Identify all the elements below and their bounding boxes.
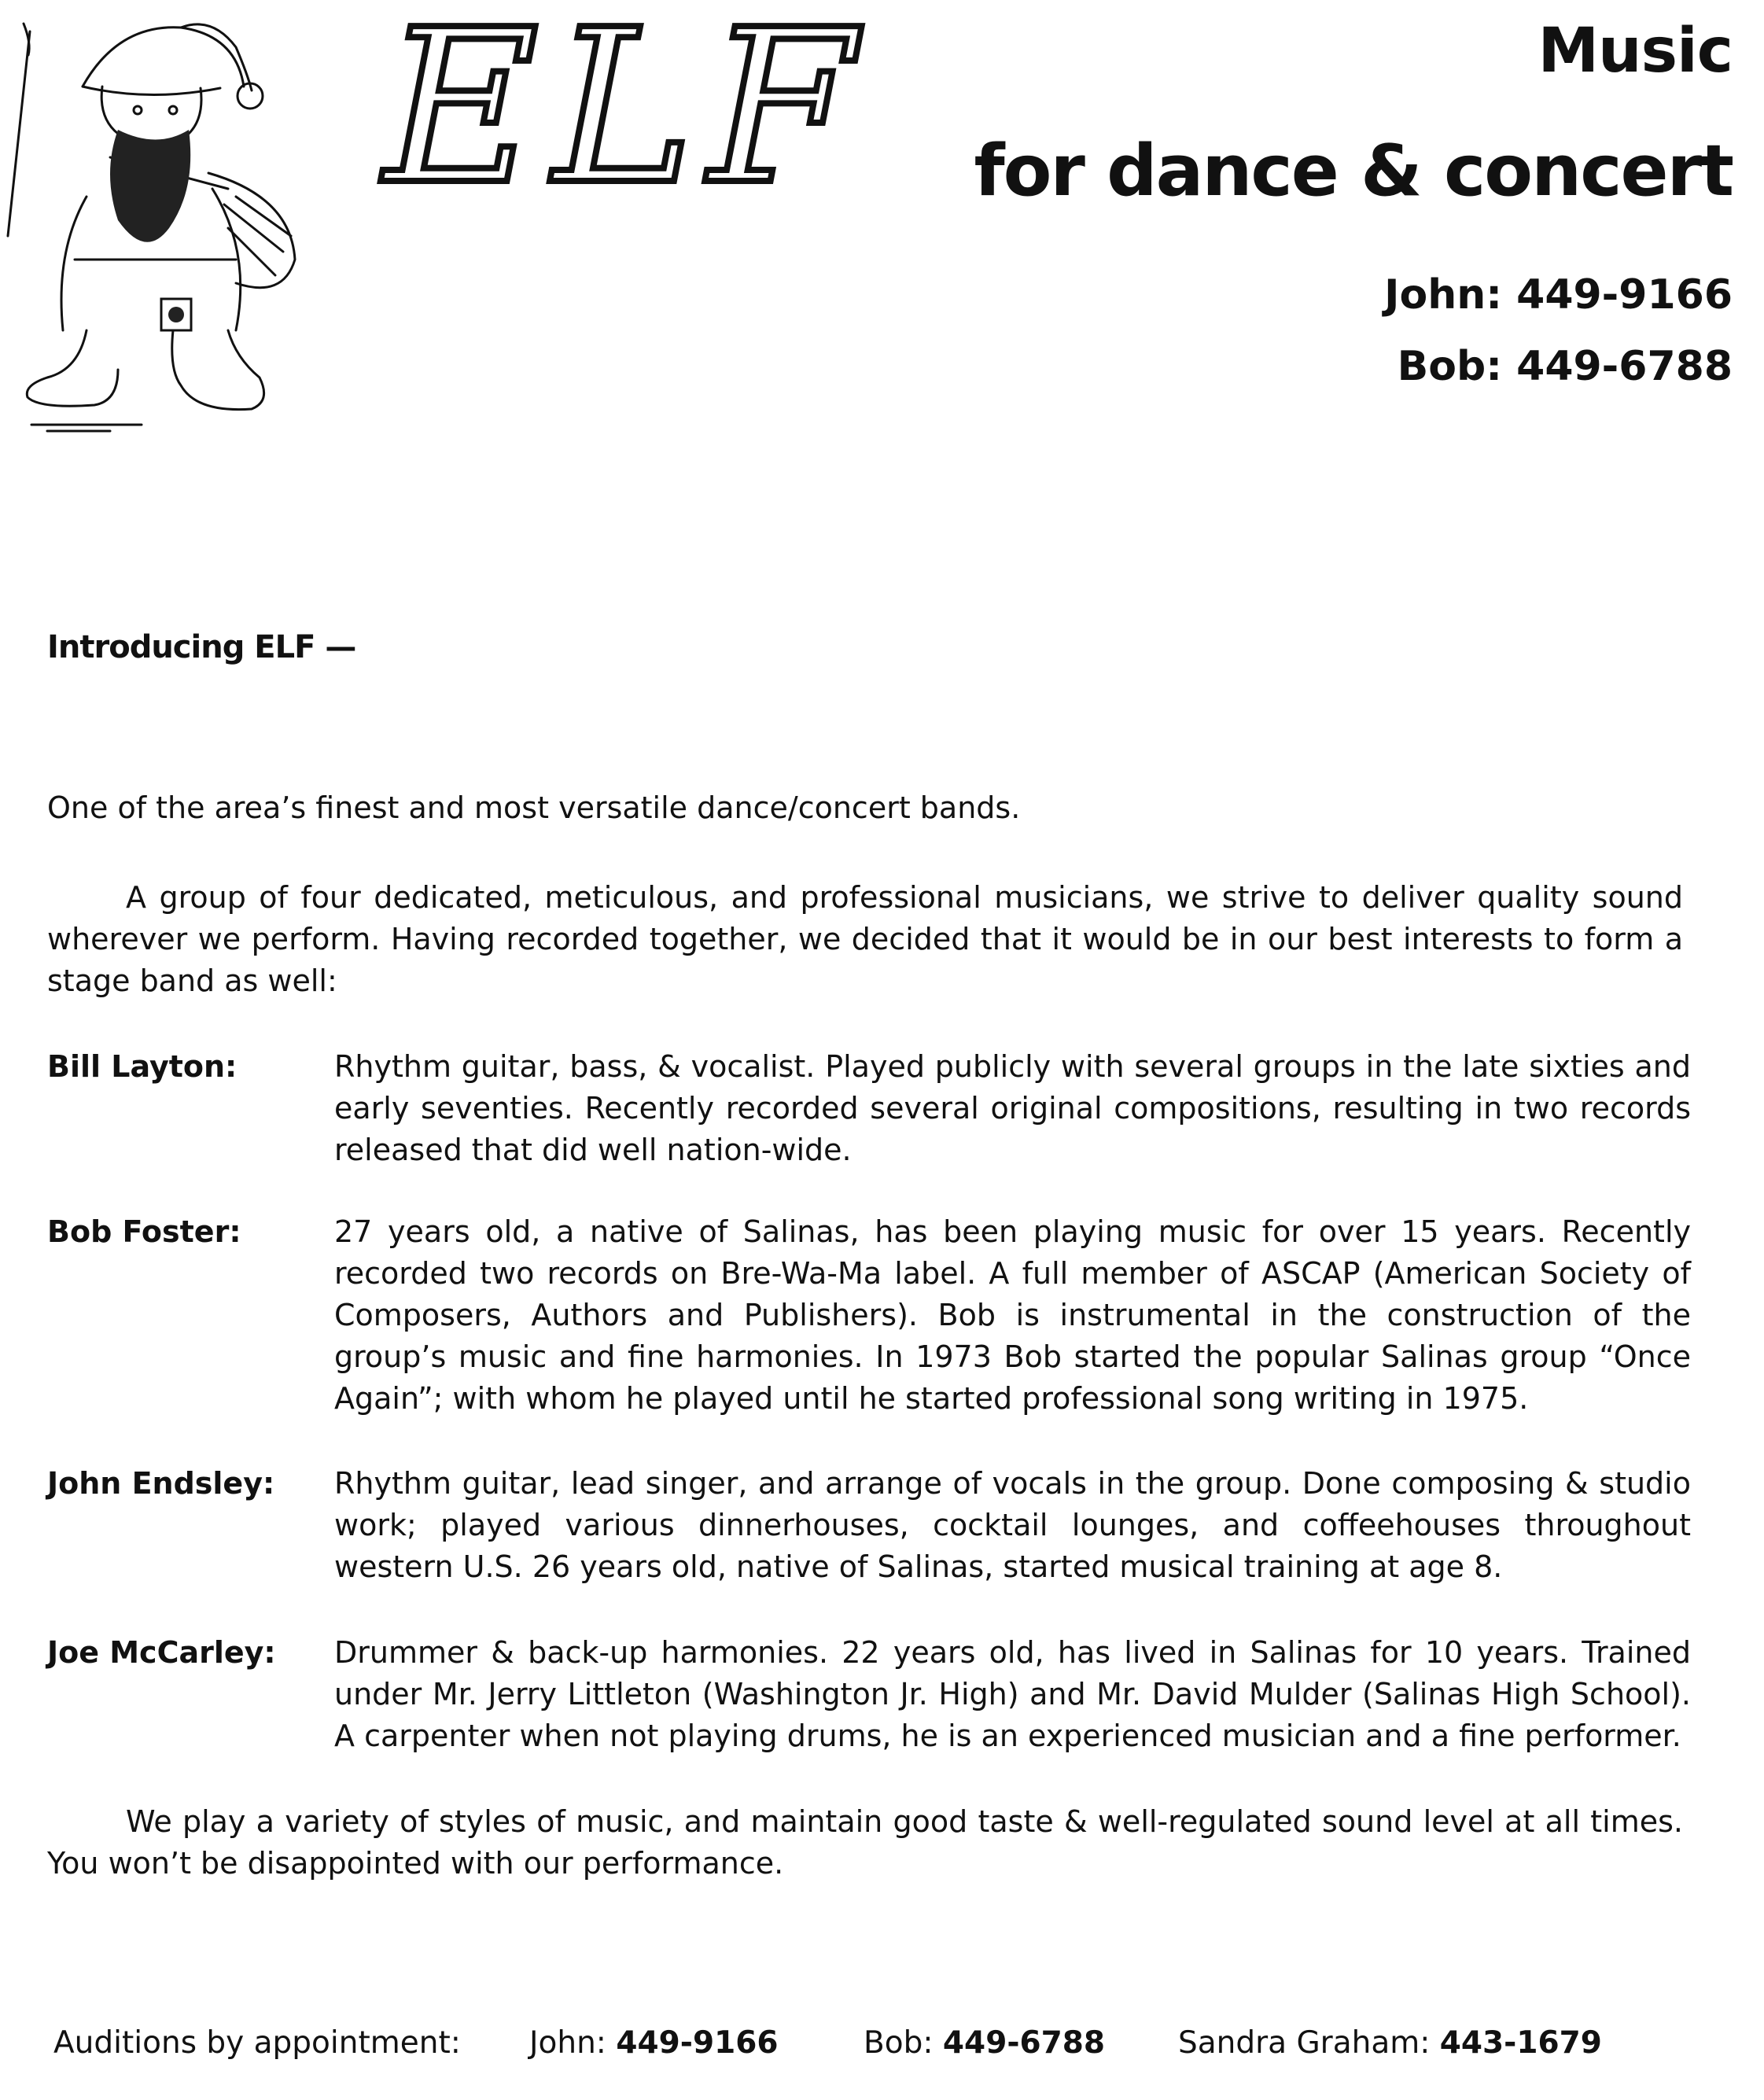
intro-paragraph: A group of four dedicated, meticulous, and professional musicians, we strive to deliver quality sound wherever we perform. Having recorded together, we decided that it would be in our best interests to form a stage band as well: [47, 880, 1683, 998]
member-name: Bill Layton: [47, 1049, 238, 1084]
member-name: John Endsley: [47, 1466, 275, 1501]
member-bio: Drummer & back-up harmonies. 22 years old, has lived in Salinas for 10 years. Trained under Mr. Jerry Littleton (Washington Jr. High) and Mr. David Mulder (Salinas High School). A carpenter when not playing drums, he is an experienced musician and a fine performer. [334, 1635, 1691, 1753]
footer-contact-john [529, 2025, 778, 2061]
member-name: Bob Foster: [47, 1214, 241, 1249]
footer-contact-sandra [1178, 2025, 1602, 2061]
intro-heading: Introducing ELF — [47, 629, 356, 665]
elf-logo [377, 0, 870, 231]
contact-number: 443-1679 [1439, 2025, 1602, 2061]
contact-label: John: [1384, 271, 1517, 319]
member-bob-foster [47, 1211, 1691, 1420]
member-john-endsley [47, 1463, 1691, 1588]
footer-contact-bob [864, 2025, 1105, 2061]
member-bio: Rhythm guitar, bass, & vocalist. Played publicly with several groups in the late sixties and early seventies. Recently recorded several original compositions, resulting in two records released that did well nation-wide. [334, 1049, 1691, 1167]
title-music: Music [1538, 16, 1733, 87]
contact-number: 449-9166 [616, 2025, 779, 2061]
header-contact-john [1384, 271, 1733, 319]
contact-label: Bob: [1397, 343, 1517, 390]
member-joe-mccarley [47, 1632, 1691, 1757]
member-bio: 27 years old, a native of Salinas, has been playing music for over 15 years. Recently recorded two records on Bre-Wa-Ma label. A full member of ASCAP (American Society of Composers, Authors and Publishers). Bob is instrumental in the construction of the group’s music and fine harmonies. In 1973 Bob started the popular Salinas group “Once Again”; with whom he played until he started professional song writing in 1975. [334, 1214, 1691, 1416]
contact-label: Sandra Graham: [1178, 2025, 1440, 2061]
tagline: One of the area’s finest and most versatile dance/concert bands. [47, 790, 1021, 825]
elf-logo-text: ELF [384, 0, 870, 231]
contact-number: 449-6788 [1516, 343, 1733, 390]
closing-paragraph: We play a variety of styles of music, and maintain good taste & well-regulated sound level at all times. You won’t be disappointed with our performance. [47, 1804, 1683, 1881]
contact-number: 449-6788 [942, 2025, 1106, 2061]
header-contact-bob [1398, 343, 1733, 390]
auditions-label: Auditions by appointment: [53, 2025, 461, 2061]
elf-illustration [0, 0, 311, 440]
contact-label: Bob: [864, 2025, 943, 2061]
subtitle: for dance & concert [974, 130, 1733, 212]
contact-label: John: [529, 2025, 617, 2061]
member-name: Joe McCarley: [47, 1635, 276, 1670]
member-bio: Rhythm guitar, lead singer, and arrange of vocals in the group. Done composing & studio work; played various dinnerhouses, cocktail lounges, and coffeehouses throughout western U.S. 26 years old, native of Salinas, started musical training at age 8. [334, 1466, 1691, 1584]
contact-number: 449-9166 [1516, 271, 1733, 319]
member-bill-layton [47, 1046, 1691, 1171]
